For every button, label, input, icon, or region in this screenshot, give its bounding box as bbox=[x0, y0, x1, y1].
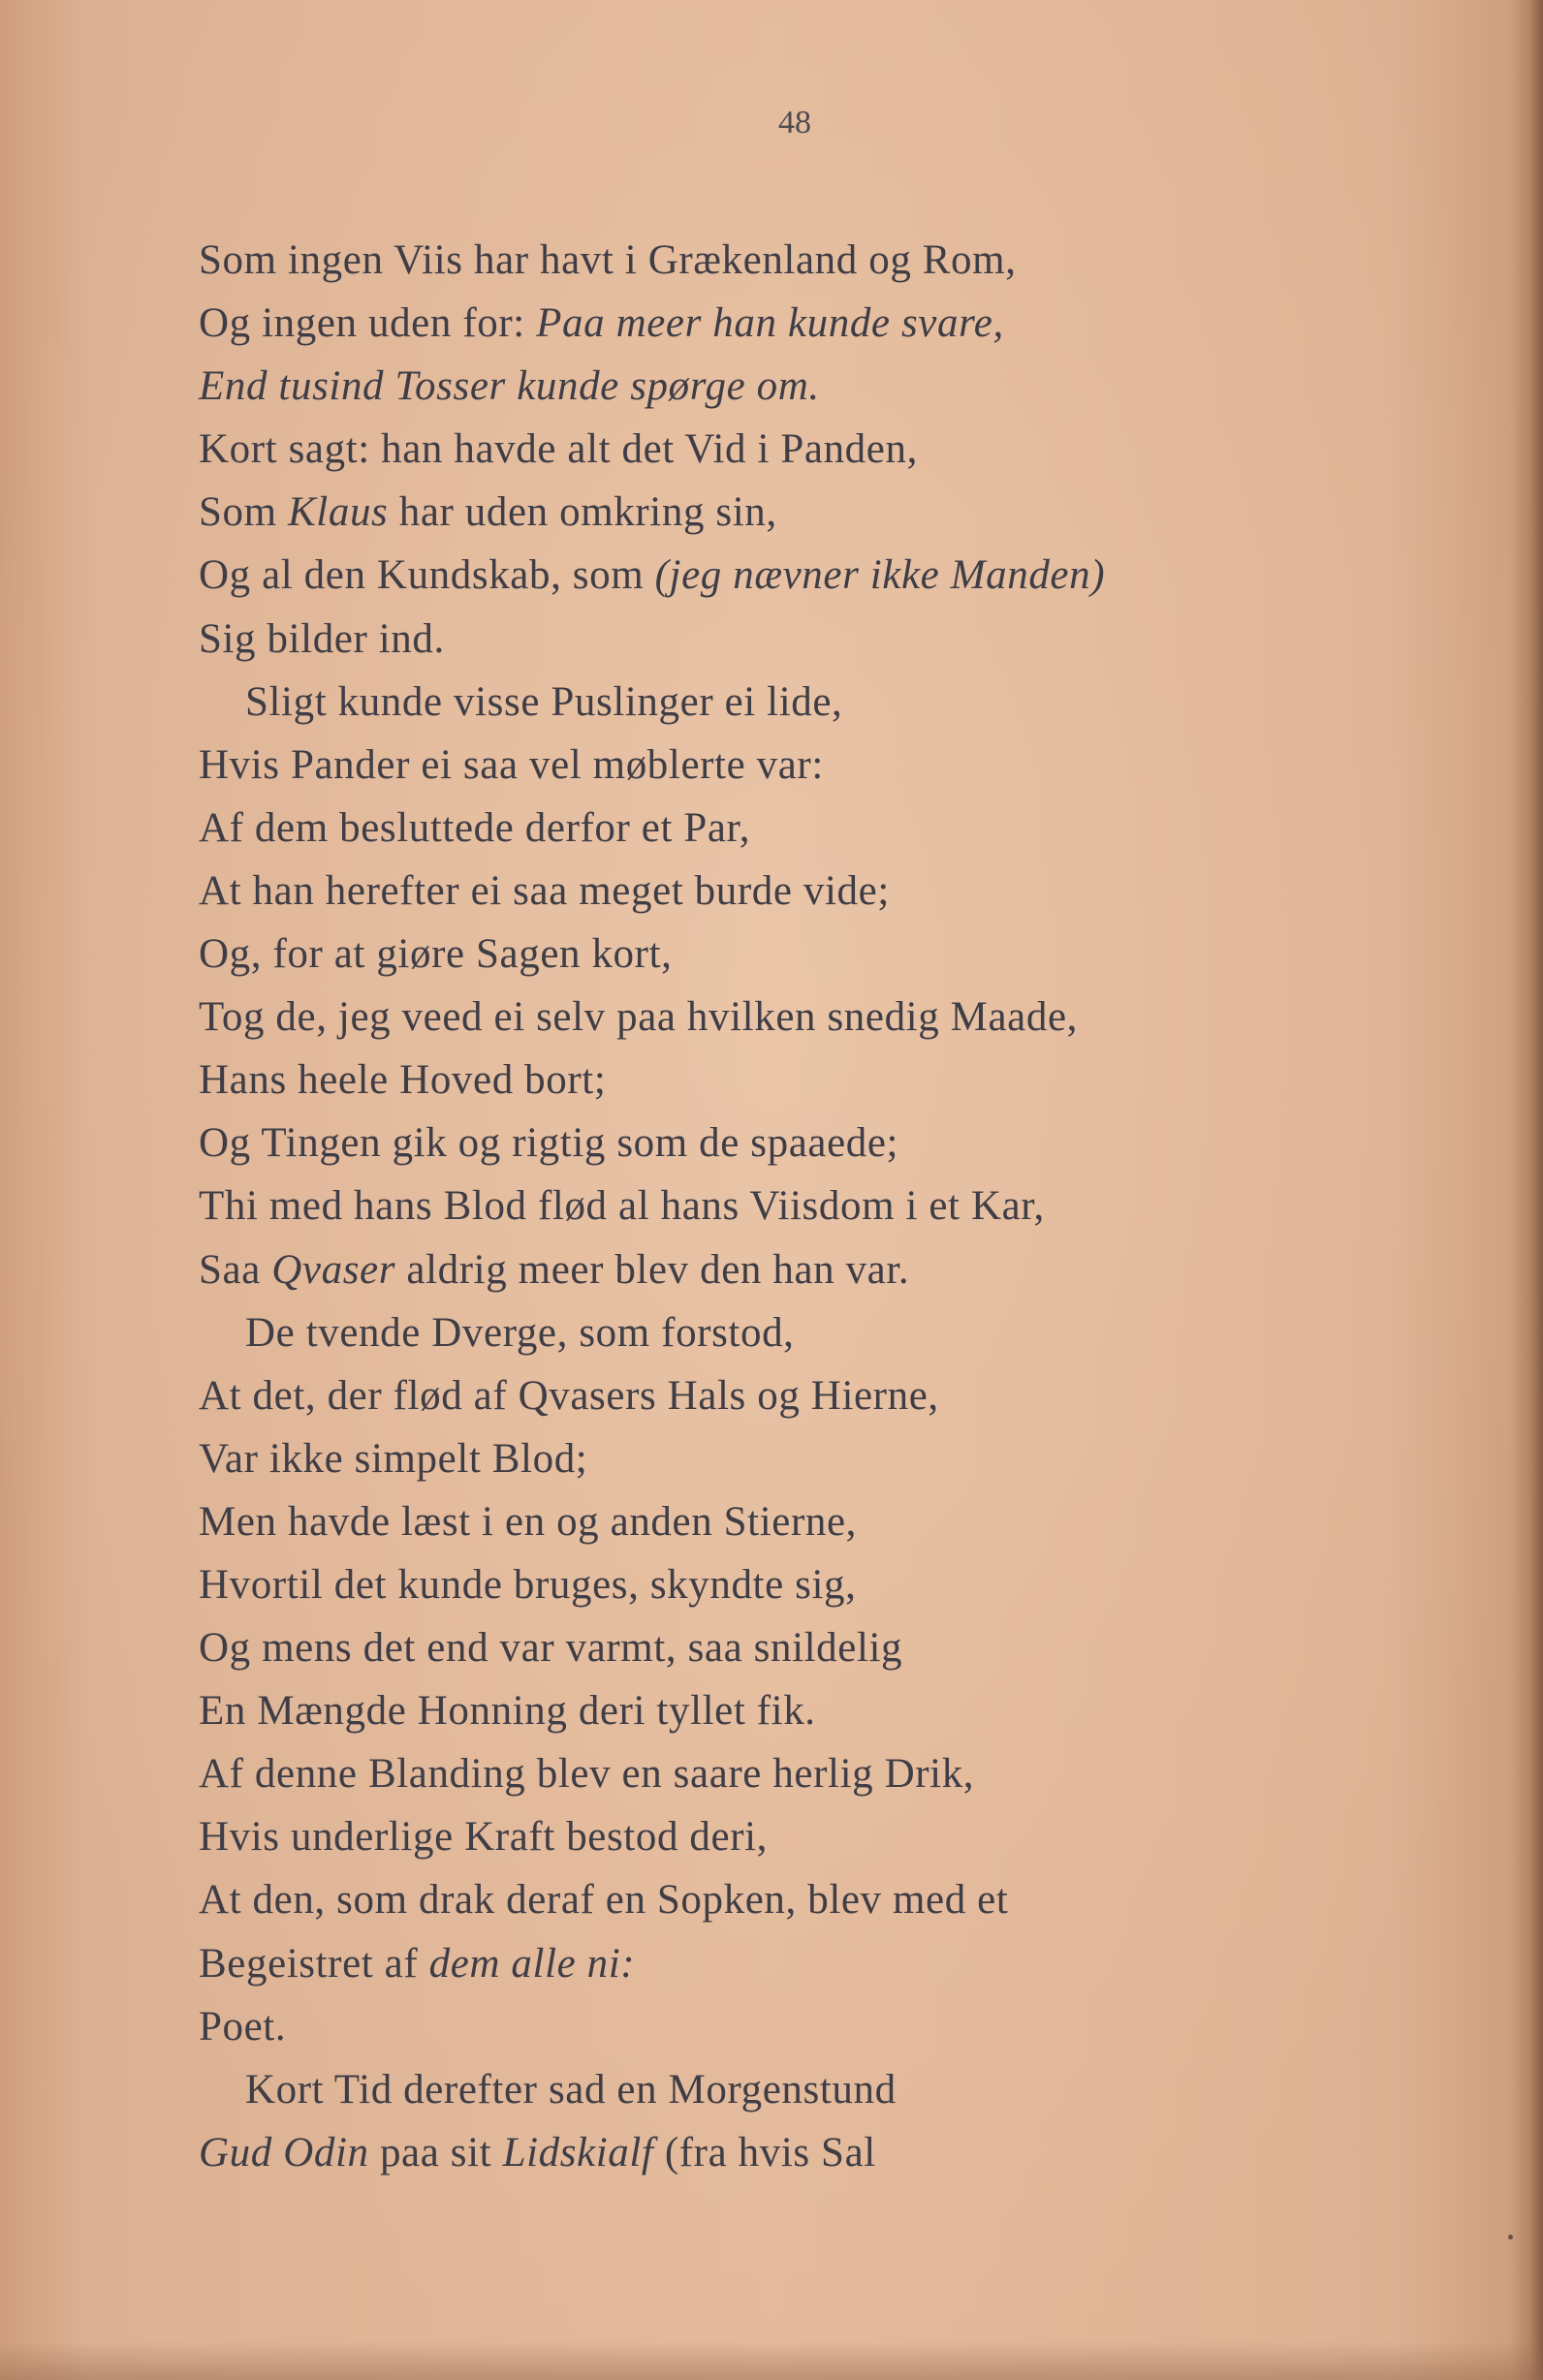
poem-line bbox=[199, 292, 1459, 355]
poem-line bbox=[199, 1490, 1459, 1553]
italic-text-segment: dem alle ni: bbox=[428, 1940, 636, 1987]
text-segment: Sligt kunde visse Puslinger ei lide, bbox=[245, 678, 843, 725]
poem-line bbox=[199, 608, 1459, 671]
poem-line bbox=[199, 797, 1459, 860]
poem-line bbox=[199, 986, 1459, 1049]
poem-line bbox=[199, 1049, 1459, 1112]
text-segment: Thi med hans Blod flød al hans Viisdom i et Kar, bbox=[199, 1183, 1045, 1230]
text-segment: Hvis Pander ei saa vel møblerte var: bbox=[199, 741, 824, 788]
text-segment: At det, der flød af Qvasers Hals og Hierne, bbox=[199, 1372, 939, 1419]
text-segment: (fra hvis Sal bbox=[653, 2129, 876, 2176]
italic-text-segment: Paa meer han kunde svare, bbox=[536, 300, 1004, 347]
italic-text-segment: Klaus bbox=[288, 489, 389, 536]
poem-line bbox=[199, 1805, 1459, 1868]
poem-line bbox=[199, 2121, 1459, 2184]
text-segment: Saa bbox=[199, 1246, 272, 1293]
text-segment: Og Tingen gik og rigtig som de spaaede; bbox=[199, 1120, 899, 1167]
poem-line bbox=[199, 1364, 1459, 1427]
poem-line bbox=[199, 734, 1459, 797]
page-spine-shadow bbox=[1510, 0, 1543, 2380]
text-segment: Begeistret af bbox=[199, 1940, 429, 1987]
text-segment: Sig bilder ind. bbox=[199, 615, 445, 662]
italic-text-segment: Gud Odin bbox=[199, 2129, 369, 2176]
text-segment: Og al den Kundskab, som bbox=[199, 552, 655, 599]
text-segment: Som ingen Viis har havt i Grækenland og Rom, bbox=[199, 237, 1017, 283]
text-segment: Men havde læst i en og anden Stierne, bbox=[199, 1498, 857, 1545]
poem-line bbox=[199, 671, 1459, 734]
poem-line bbox=[199, 1174, 1459, 1237]
poem-line bbox=[199, 355, 1459, 418]
text-segment: Som bbox=[199, 489, 289, 536]
text-segment: Og ingen uden for: bbox=[199, 300, 537, 347]
text-segment: Af denne Blanding blev en saare herlig Drik, bbox=[199, 1751, 975, 1798]
poem-line bbox=[199, 229, 1459, 292]
poem-line bbox=[199, 1995, 1459, 2058]
text-segment: Og, for at giøre Sagen kort, bbox=[199, 931, 673, 978]
text-segment: Kort sagt: han havde alt det Vid i Panden, bbox=[199, 426, 918, 473]
page-bottom-shadow bbox=[0, 2341, 1543, 2380]
paper-speck bbox=[1508, 2235, 1513, 2239]
text-segment: Af dem besluttede derfor et Par, bbox=[199, 804, 751, 851]
italic-text-segment: (jeg nævner ikke Manden) bbox=[654, 552, 1106, 599]
italic-text-segment: Qvaser bbox=[271, 1246, 396, 1293]
text-segment: Hans heele Hoved bort; bbox=[199, 1057, 607, 1104]
text-segment: At den, som drak deraf en Sopken, blev med et bbox=[199, 1877, 1009, 1924]
text-segment: paa sit bbox=[368, 2129, 503, 2176]
poem-line bbox=[199, 1616, 1459, 1679]
text-segment: Hvis underlige Kraft bestod deri, bbox=[199, 1814, 769, 1861]
text-segment: Hvortil det kunde bruges, skyndte sig, bbox=[199, 1561, 857, 1608]
poem-line bbox=[199, 1868, 1459, 1931]
poem-line bbox=[199, 418, 1459, 481]
poem-line bbox=[199, 1238, 1459, 1301]
text-segment: En Mængde Honning deri tyllet fik. bbox=[199, 1688, 816, 1735]
text-segment: Var ikke simpelt Blod; bbox=[199, 1435, 588, 1482]
text-segment: Kort Tid derefter sad en Morgenstund bbox=[245, 2066, 897, 2113]
poem-line bbox=[199, 860, 1459, 923]
poem-line bbox=[199, 1301, 1459, 1364]
text-segment: Tog de, jeg veed ei selv paa hvilken snedig Maade, bbox=[199, 994, 1079, 1041]
poem-line bbox=[199, 1553, 1459, 1616]
poem-line bbox=[199, 923, 1459, 986]
italic-text-segment: Lidskialf bbox=[502, 2129, 654, 2176]
poem-text bbox=[199, 229, 1459, 2184]
text-segment: At han herefter ei saa meget burde vide; bbox=[199, 867, 890, 914]
poem-line bbox=[199, 2058, 1459, 2121]
poem-line bbox=[199, 481, 1459, 544]
poem-line bbox=[199, 544, 1459, 607]
poem-line bbox=[199, 1932, 1459, 1995]
page-number: 48 bbox=[778, 105, 811, 141]
text-segment: aldrig meer blev den han var. bbox=[395, 1246, 910, 1293]
text-segment: De tvende Dverge, som forstod, bbox=[245, 1309, 795, 1356]
italic-text-segment: End tusind Tosser kunde spørge om. bbox=[199, 363, 820, 410]
text-segment: Poet. bbox=[199, 2003, 287, 2050]
text-segment: Og mens det end var varmt, saa snildelig bbox=[199, 1625, 903, 1672]
poem-line bbox=[199, 1112, 1459, 1174]
poem-line bbox=[199, 1742, 1459, 1805]
poem-line bbox=[199, 1427, 1459, 1490]
poem-line bbox=[199, 1679, 1459, 1742]
text-segment: har uden omkring sin, bbox=[388, 489, 777, 536]
